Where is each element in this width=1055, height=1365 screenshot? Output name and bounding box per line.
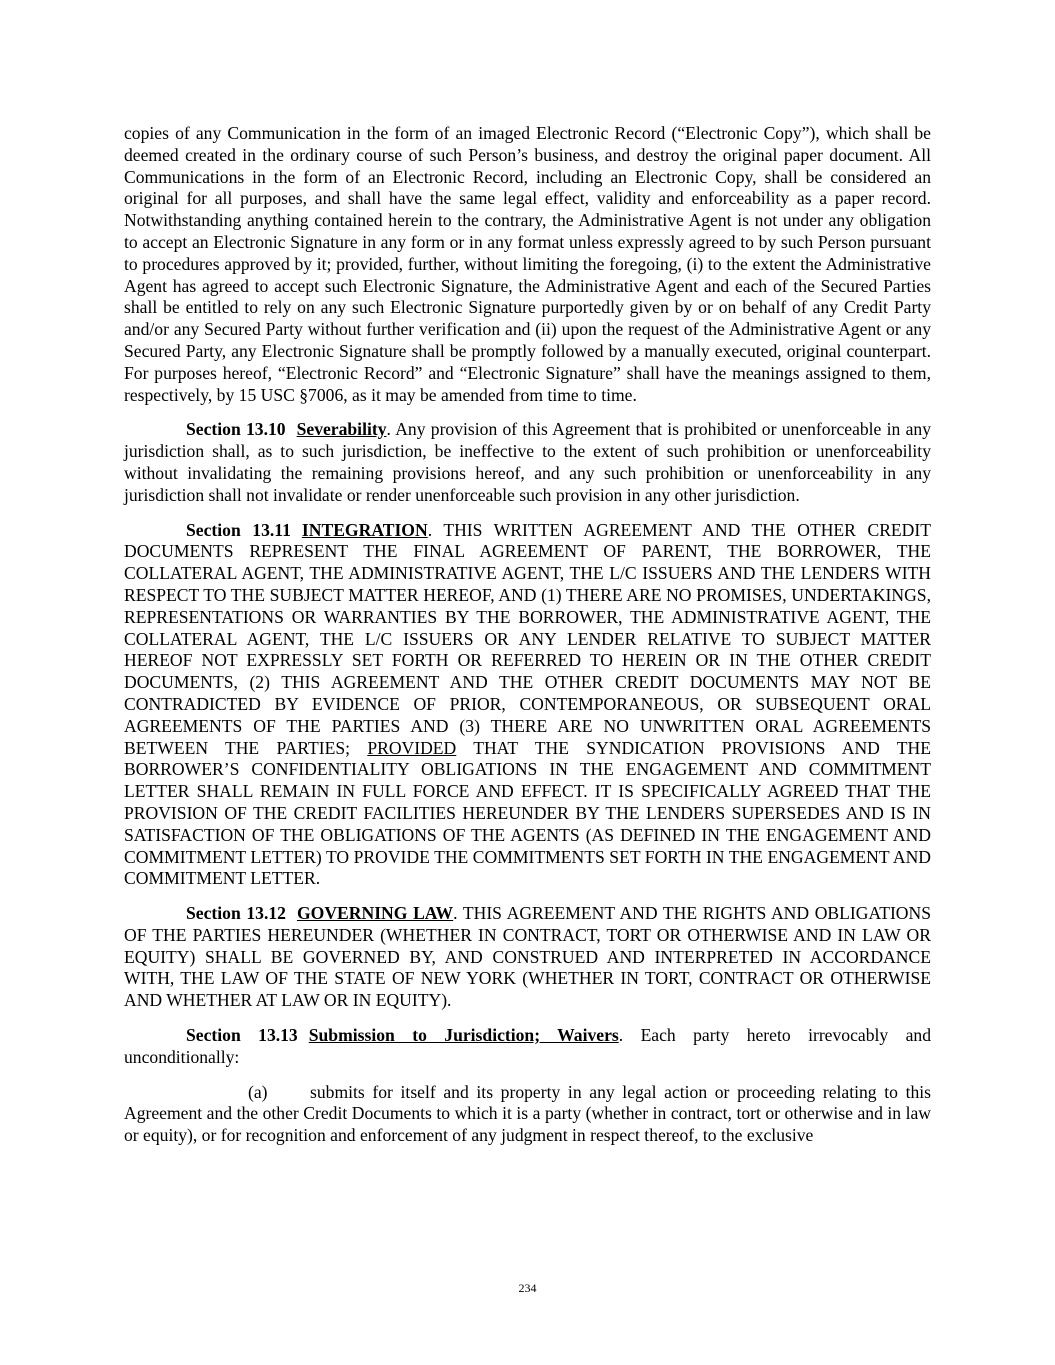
section-body: . THIS AGREEMENT AND THE RIGHTS AND OBLIGATIONS OF THE PARTIES HEREUNDER (WHETHER IN CONTRACT, TORT OR OTHERWISE AND IN LAW OR EQUITY) SHALL BE GOVERNED BY, AND CONSTRUED AND INTERPRETED IN ACCORDANCE WITH, THE LAW OF THE STATE OF NEW YORK (WHETHER IN TORT, CONTRACT OR OTHERWISE AND WHETHER AT LAW OR IN EQUITY).	[124, 903, 932, 1011]
section-body: . Any provision of this Agreement that is prohibited or unenforceable in any jurisdiction shall, as to such jurisdiction, be ineffective to the extent of such prohibition or unenforceability without invalidating the remaining provisions hereof, and any such prohibition or unenforceability in any jurisdiction shall not invalidate or render unenforceable such provision in any other jurisdiction.	[124, 419, 931, 505]
section-title: Submission to Jurisdiction; Waivers	[308, 1025, 619, 1046]
paragraph-electronic-records: copies of any Communication in the form of an imaged Electronic Record (“Electronic Copy”), which shall be deemed created in the ordinary course of such Person’s business, and destroy the original paper document. All Communications in the form of an Electronic Record, including an Electronic Copy, shall be considered an original for all purposes, and shall have the same legal effect, validity and enforceability as a paper record. Notwithstanding anything contained herein to the contrary, the Administrative Agent is not under any obligation to accept an Electronic Signature in any form or in any format unless expressly agreed to by such Person pursuant to procedures approved by it; provided, further, without limiting the foregoing, (i) to the extent the Administrative Agent has agreed to accept such Electronic Signature, the Administrative Agent and each of the Secured Parties shall be entitled to rely on any such Electronic Signature purportedly given by or on behalf of any Credit Party and/or any Secured Party without further verification and (ii) upon the request of the Administrative Agent or any Secured Party, any Electronic Signature shall be promptly followed by a manually executed, original counterpart. For purposes hereof, “Electronic Record” and “Electronic Signature” shall have the meanings assigned to them, respectively, by 15 USC §7006, as it may be amended from time to time.	[124, 123, 931, 405]
section-number: Section 13.11	[186, 519, 291, 540]
section-13-13	[124, 1025, 931, 1069]
section-title: Severability	[296, 419, 387, 440]
section-body: . THIS WRITTEN AGREEMENT AND THE OTHER CREDIT DOCUMENTS REPRESENT THE FINAL AGREEMENT OF PARENT, THE BORROWER, THE COLLATERAL AGENT, THE ADMINISTRATIVE AGENT, THE L/C ISSUERS AND THE LENDERS WITH RESPECT TO THE SUBJECT MATTER HEREOF, AND (1) THERE ARE NO PROMISES, UNDERTAKINGS, REPRESENTATIONS OR WARRANTIES BY THE BORROWER, THE ADMINISTRATIVE AGENT, THE COLLATERAL AGENT, THE L/C ISSUERS OR ANY LENDER RELATIVE TO SUBJECT MATTER HEREOF NOT EXPRESSLY SET FORTH OR REFERRED TO HEREIN OR IN THE OTHER CREDIT DOCUMENTS, (2) THIS AGREEMENT AND THE OTHER CREDIT DOCUMENTS MAY NOT BE CONTRADICTED BY EVIDENCE OF PRIOR, CONTEMPORANEOUS, OR SUBSEQUENT ORAL AGREEMENTS OF THE PARTIES AND (3) THERE ARE NO UNWRITTEN ORAL AGREEMENTS BETWEEN THE PARTIES;	[124, 519, 931, 758]
section-13-12	[124, 903, 931, 1012]
item-body: submits for itself and its property in any legal action or proceeding relating to this Agreement and the other Credit Documents to which it is a party (whether in contract, tort or otherwise and in law or equity), or for recognition and enforcement of any judgment in respect thereof, to the exclusive	[124, 1081, 931, 1146]
page-number: 234	[518, 1281, 537, 1295]
section-13-10	[124, 419, 931, 506]
provided-term: PROVIDED	[367, 737, 457, 758]
section-number: Section 13.12	[186, 903, 286, 924]
section-body-continued: THAT THE SYNDICATION PROVISIONS AND THE BORROWER’S CONFIDENTIALITY OBLIGATIONS IN THE ENGAGEMENT AND COMMITMENT LETTER SHALL REMAIN IN FULL FORCE AND EFFECT. IT IS SPECIFICALLY AGREED THAT THE PROVISION OF THE CREDIT FACILITIES HEREUNDER BY THE LENDERS SUPERSEDES AND IS IN SATISFACTION OF THE OBLIGATIONS OF THE AGENTS (AS DEFINED IN THE ENGAGEMENT AND COMMITMENT LETTER) TO PROVIDE THE COMMITMENTS SET FORTH IN THE ENGAGEMENT AND COMMITMENT LETTER.	[124, 737, 931, 889]
section-number: Section 13.10	[186, 419, 286, 440]
item-label: (a)	[248, 1081, 268, 1102]
section-13-13-item-a	[124, 1082, 931, 1147]
section-title: GOVERNING LAW	[296, 903, 454, 924]
document-page	[124, 123, 931, 1160]
section-number: Section 13.13	[186, 1025, 298, 1046]
section-title: INTEGRATION	[301, 519, 428, 540]
section-body: . Each party hereto irrevocably and unconditionally:	[124, 1025, 931, 1067]
section-13-11	[124, 520, 931, 891]
